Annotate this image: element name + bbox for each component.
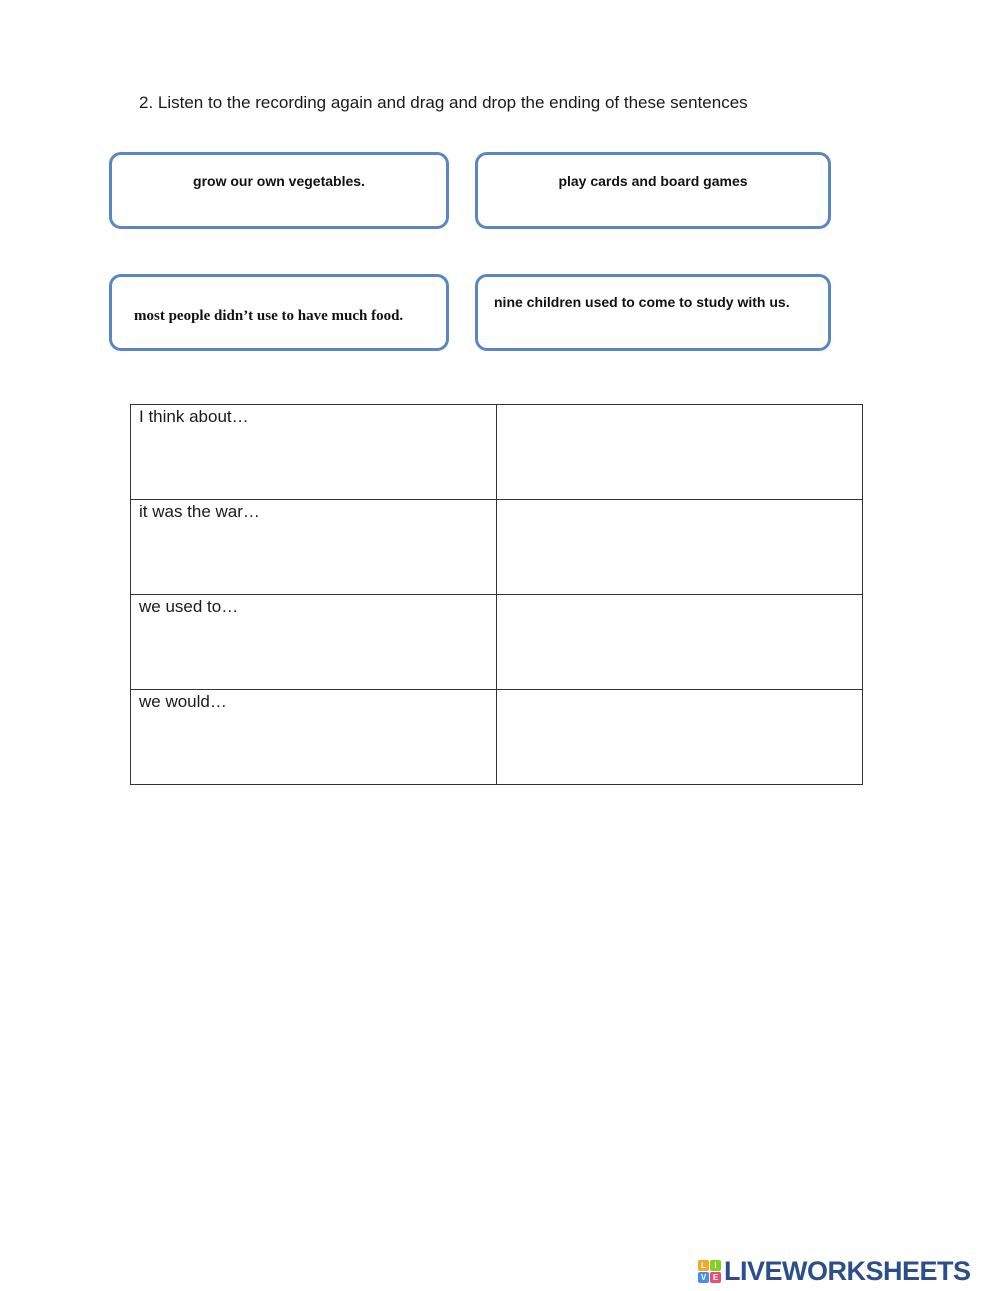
drag-option-label: nine children used to come to study with us. <box>494 294 790 310</box>
logo-mark-icon <box>698 1260 721 1283</box>
table-row <box>131 595 863 690</box>
drag-option-play-cards[interactable] <box>475 152 831 229</box>
logo-mark-tile: E <box>710 1272 721 1283</box>
drag-option-grow-vegetables[interactable] <box>109 152 449 229</box>
sentence-start: it was the war… <box>131 500 497 595</box>
logo-mark-tile: V <box>698 1272 709 1283</box>
matching-table <box>130 404 863 785</box>
sentence-start: we would… <box>131 690 497 785</box>
sentence-start: I think about… <box>131 405 497 500</box>
table-row <box>131 690 863 785</box>
instruction-text: 2. Listen to the recording again and drag and drop the ending of these sentences <box>139 93 748 112</box>
liveworksheets-logo <box>698 1257 971 1285</box>
sentence-start: we used to… <box>131 595 497 690</box>
drop-zone[interactable] <box>497 595 863 690</box>
drag-option-not-much-food[interactable] <box>109 274 449 351</box>
logo-mark-tile: L <box>698 1260 709 1271</box>
table-row <box>131 405 863 500</box>
drag-option-label: play cards and board games <box>558 173 748 189</box>
table-row <box>131 500 863 595</box>
drop-zone[interactable] <box>497 405 863 500</box>
logo-text: LIVEWORKSHEETS <box>724 1255 971 1286</box>
drop-zone[interactable] <box>497 690 863 785</box>
drop-zone[interactable] <box>497 500 863 595</box>
drag-option-label: grow our own vegetables. <box>193 173 365 189</box>
drag-option-nine-children[interactable] <box>475 274 831 351</box>
logo-mark-tile: I <box>710 1260 721 1271</box>
drag-option-label: most people didn’t use to have much food. <box>134 308 404 324</box>
